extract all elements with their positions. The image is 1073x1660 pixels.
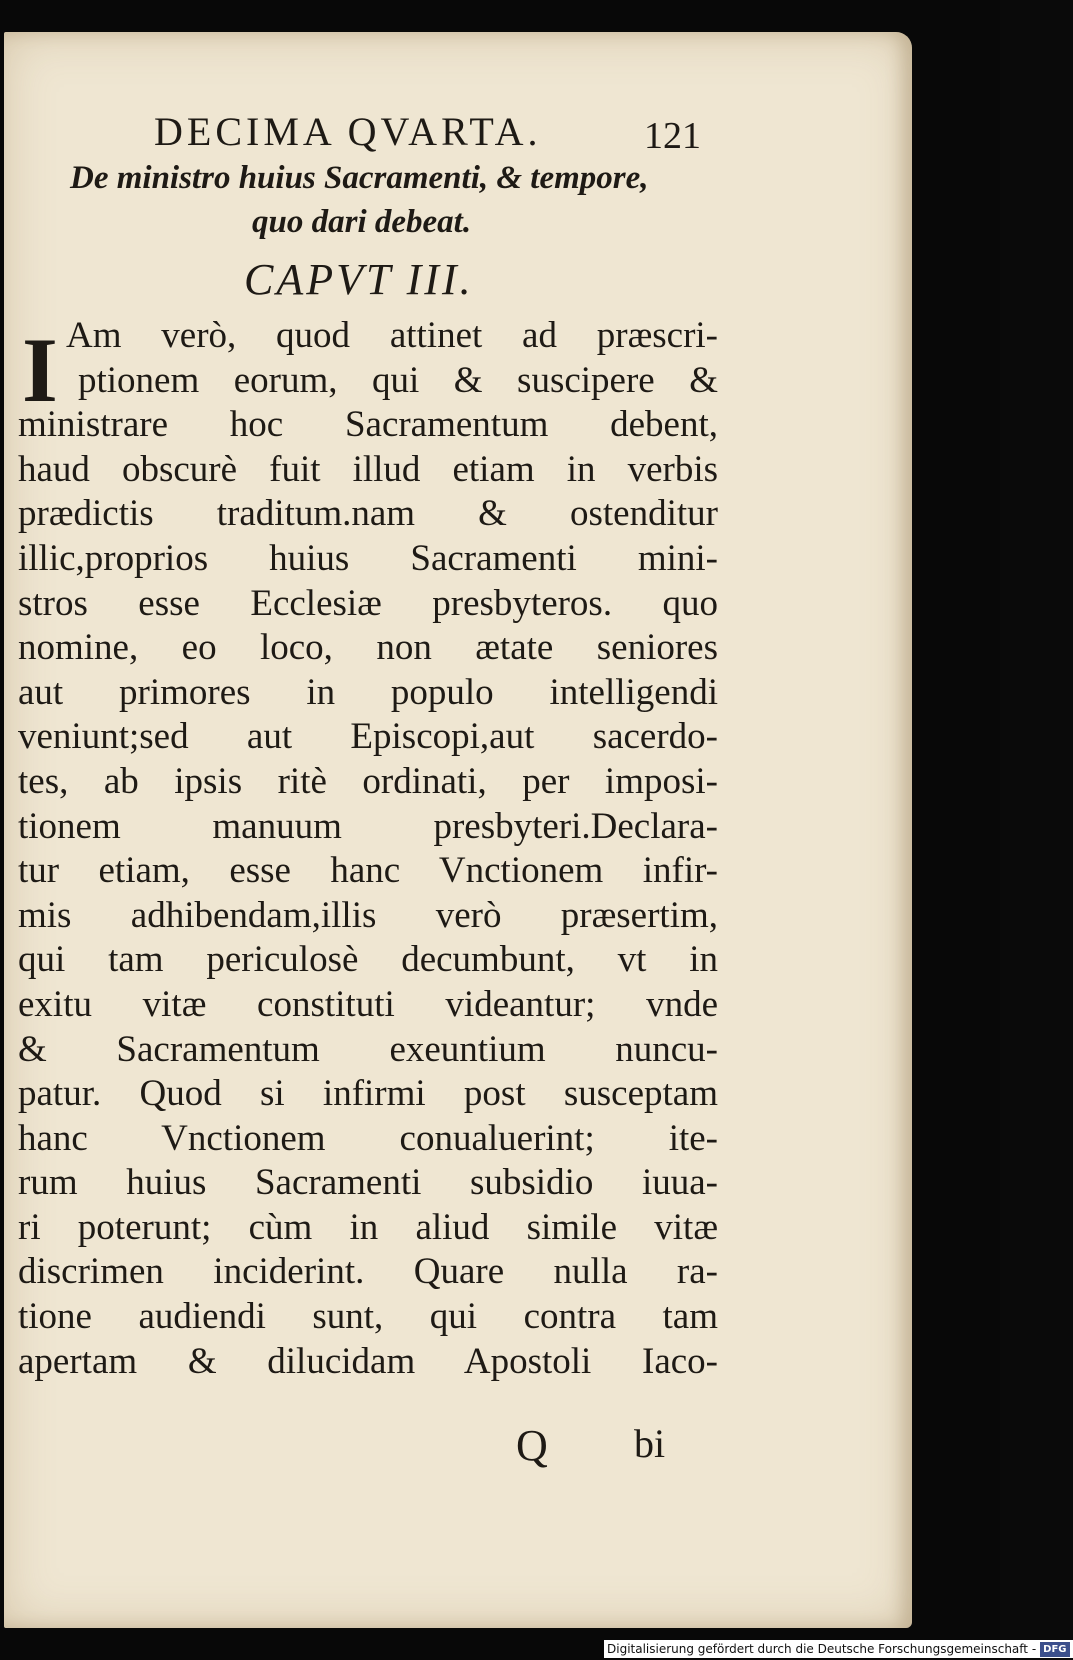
book-page bbox=[4, 32, 912, 1628]
text-line: & Sacramentum exeuntium nuncu- bbox=[18, 1028, 718, 1070]
body-text bbox=[18, 314, 718, 1384]
text-line: illic,proprios huius Sacramenti mini- bbox=[18, 537, 718, 579]
text-line: nomine, eo loco, non ætate seniores bbox=[18, 627, 718, 669]
text-line: aut primores in populo intelligendi bbox=[18, 671, 718, 713]
text-line: ptionem eorum, qui & suscipere & bbox=[78, 359, 718, 401]
text-line: ri poterunt; cùm in aliud simile vitæ bbox=[18, 1206, 718, 1248]
digitization-credit bbox=[604, 1640, 1073, 1658]
drop-initial: I bbox=[22, 319, 58, 421]
text-line: prædictis traditum.nam & ostenditur bbox=[18, 493, 718, 535]
text-line: tione audiendi sunt, qui contra tam bbox=[18, 1296, 718, 1338]
running-head: DECIMA QVARTA. bbox=[154, 109, 542, 154]
text-line: apertam & dilucidam Apostoli Iaco- bbox=[18, 1340, 718, 1382]
text-line: ministrare hoc Sacramentum debent, bbox=[18, 404, 718, 446]
text-line: stros esse Ecclesiæ presbyteros. quo bbox=[18, 582, 718, 624]
catchword: bi bbox=[634, 1421, 666, 1466]
text-line: mis adhibendam,illis verò præsertim, bbox=[18, 894, 718, 936]
text-line: haud obscurè fuit illud etiam in verbis bbox=[18, 448, 718, 490]
section-subtitle-line-1: De ministro huius Sacramenti, & tempore, bbox=[70, 160, 649, 196]
text-line: Am verò, quod attinet ad præscri- bbox=[66, 315, 718, 356]
section-subtitle-line-2: quo dari debeat. bbox=[252, 204, 472, 240]
text-line: exitu vitæ constituti videantur; vnde bbox=[18, 983, 718, 1025]
text-line: veniunt;sed aut Episcopi,aut sacerdo- bbox=[18, 716, 718, 758]
text-line: hanc Vnctionem conualuerint; ite- bbox=[18, 1117, 718, 1159]
text-line: rum huius Sacramenti subsidio iuua- bbox=[18, 1162, 718, 1204]
credit-text: Digitalisierung gefördert durch die Deutsche Forschungsgemeinschaft - bbox=[607, 1642, 1037, 1656]
text-line: tes, ab ipsis ritè ordinati, per imposi- bbox=[18, 760, 718, 802]
text-line: tur etiam, esse hanc Vnctionem infir- bbox=[18, 850, 718, 892]
text-line: discrimen inciderint. Quare nulla ra- bbox=[18, 1251, 718, 1293]
chapter-heading: CAPVT III. bbox=[244, 255, 474, 304]
text-line: qui tam periculosè decumbunt, vt in bbox=[18, 939, 718, 981]
text-line: tionem manuum presbyteri.Declara- bbox=[18, 805, 718, 847]
text-line: patur. Quod si infirmi post susceptam bbox=[18, 1073, 718, 1115]
page-number: 121 bbox=[644, 115, 701, 157]
dfg-logo: DFG bbox=[1040, 1642, 1069, 1657]
signature-mark: Q bbox=[516, 1421, 548, 1470]
page-content bbox=[4, 32, 912, 1628]
